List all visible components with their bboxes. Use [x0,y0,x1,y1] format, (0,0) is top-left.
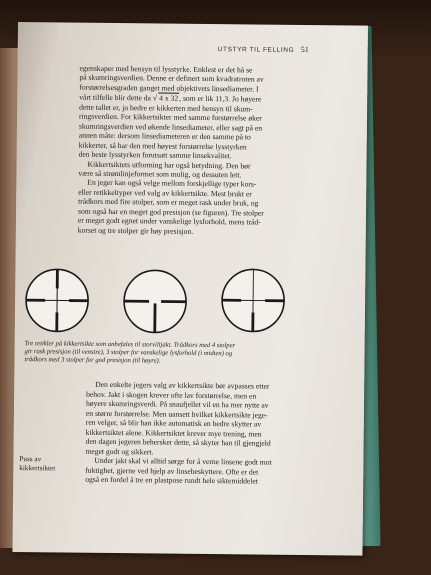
reticle-three-posts-icon [124,270,187,333]
formula-radicand: 4 x 32 [159,93,179,104]
text-line: trådkors med fire stolper, som er meget rask under bruk, og [78,196,259,208]
text-line: kikkerter, så har den med høyest forstørrelse lysstyrken [78,140,247,152]
main-text-puss [85,456,325,487]
text-line: som også har en meget god presisjon (se figuren). Tre stolper [77,206,264,218]
text-line: på skumringsverdien. Denne er definert som kvadratroten av [79,73,264,85]
caption-line: trådkors med 3 stolper for god presisjon (til høyre). [24,356,161,365]
paragraph-retikler [78,178,329,237]
text-line: Kikkertsiktets utforming har også betydning. Den bør [87,159,251,170]
caption-line: Tre retikler på kikkertsikte som anbefales til storviltjakt. Trådkors med 4 stolper [24,340,236,350]
margin-heading [19,455,55,473]
text-line: meget godt og sikkert. [85,446,154,456]
reticle-crosshair-three-posts-icon [222,269,285,332]
text-line: egenskaper med hensyn til lysstyrke. Enklest er det hå se [79,63,253,75]
text-line: dette tallet er, jo bedre er kikkerten med hensyn til skum- [79,102,253,114]
text-line: fuktighet, gjerne ved hjelp av linsebeskyttere. Ofte er det [85,465,259,477]
text-line: ringsverdien. For kikkertsikter med samme forstørrelse øker [78,111,262,123]
text-line: forstørrelsesgraden ganget med objektivets linsediameter. I [79,82,259,94]
figure-caption [24,340,324,368]
formula-suffix: , som er lik 11,3. Jo høyere [179,94,262,104]
text-line: den dagen jegeren behersker dette, så skyter han til gjengjeld [85,436,271,448]
text-line: være så strømlinjeformet som mulig, og dessuten lett. [78,168,242,180]
caption-line: gir rask presisjon (til venstre), 3 stolper for vanskelige lysforhold (i midten) og [24,348,233,358]
text-line: behov. Jakt i skogen krever ofte lav forstørrelse, men en [86,389,257,401]
text-line: skumringsverdien ved økende linsediameter, eller sagt på en [78,121,263,133]
text-line: eller retikkeltyper ved valg av kikkertsikte. Mest brukt er [78,187,252,199]
reticle-four-posts-icon [26,269,89,332]
text-line: En jeger kan også velge mellom forskjellige typer kors- [87,178,257,189]
main-text-valg [85,380,326,459]
text-line: annen måte: dersom linsediameteren er den samme på to [78,130,251,142]
text-line: høyere skumringsverdi. På snaufjellet vil en ha mer nytte av [85,398,269,410]
text-line: er meget godt egnet under vanskelige lysforhold, mens tråd- [77,215,261,227]
main-text-upper [78,64,330,238]
page-number: 51 [300,44,309,55]
margin-line: Puss av [19,455,42,464]
text-line: kikkertsiktet alene. Kikkertsiktet krever mye trening, men [85,427,262,439]
text-line: korset og tre stolper gir høy presisjon. [77,225,194,236]
text-line: også en fordel å tre en plastpose rundt hele siktemiddelet [85,474,258,486]
text-line: en større forstørrelse. Men uansett hvilket kikkertsikte jege- [85,408,268,420]
text-line: ren velger, så blir han ikke automatisk en bedre skytter av [85,417,262,429]
reticle-figure [15,262,366,346]
text-line: Under jakt skal vi alltid sørge for å verne linsene godt mot [94,455,272,467]
text-line: Den enkelte jegers valg av kikkertsikte bør avpasses etter [95,379,270,391]
paragraph-utforming [78,159,328,181]
text-line: den beste lysstyrken forutsatt samme linsekvalitet. [78,149,232,161]
running-head: UTSTYR TIL FELLING [217,46,295,54]
margin-line: kikkertsiktet [19,464,56,473]
book-page [12,22,368,556]
sqrt-icon: √ [152,93,158,103]
paragraph-skumringsverdi [79,64,330,162]
formula-prefix: vårt tilfelle blir dette da [79,93,153,103]
